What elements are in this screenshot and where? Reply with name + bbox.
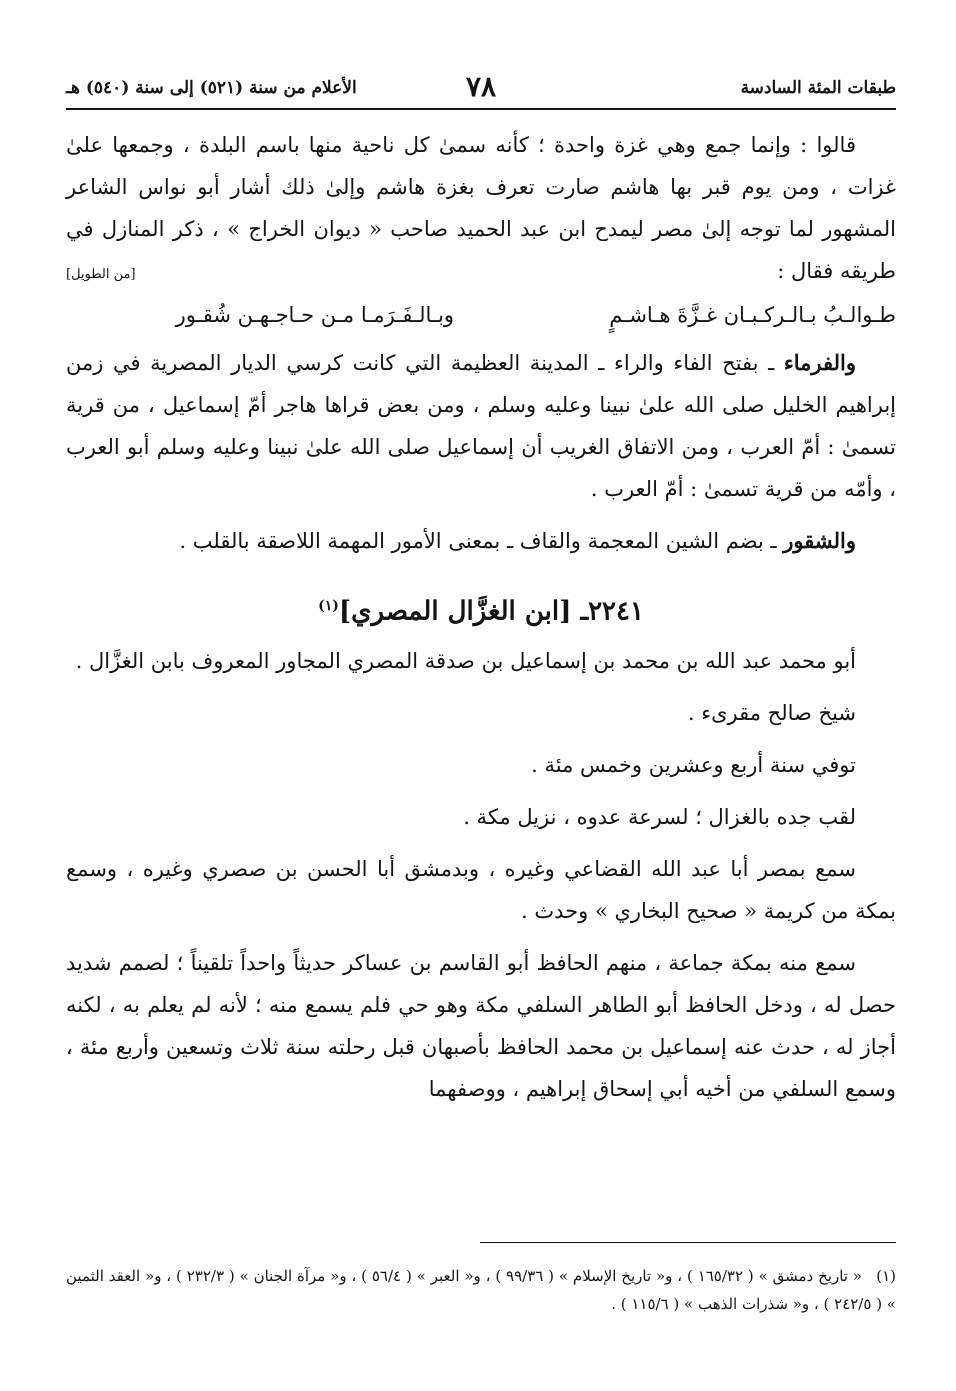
entry-heading [66, 582, 896, 636]
footnote-ref: (١) [318, 598, 339, 614]
entry-laqab: لقب جده بالغزال ؛ لسرعة عدوه ، نزيل مكة . [463, 804, 856, 829]
running-title-left: الأعلام من سنة (٥٢١) إلى سنة (٥٤٠) هـ [66, 78, 357, 98]
entry-shaykh: شيخ صالح مقرىء . [687, 700, 856, 725]
spacer [66, 932, 896, 942]
paragraph-gaza-text: قالوا : وإنما جمع وهي غزة واحدة ؛ كأنه سمىٰ كل ناحية منها باسم البلدة ، وجمعها علىٰ غزات ، ومن يوم قبر بها هاشم صارت تعرف بغزة هاشم وإلىٰ ذلك أشار أبو نواس الشاعر المشهور لما توجه إلىٰ مصر ليمدح ابن عبد الحميد صاحب « ديوان الخراج » ، ذكر المنازل في طريقه فقال : [66, 133, 896, 283]
entry-death: توفي سنة أربع وعشرين وخمس مئة . [531, 752, 856, 777]
entry-name: أبو محمد عبد الله بن محمد بن إسماعيل بن صدقة المصري المجاور المعروف بابن الغزَّال . [75, 648, 856, 673]
page-header [66, 70, 896, 110]
spacer [66, 838, 896, 848]
verse-first-hemistich: طـوالـبُ بـالـركـبـان غـزَّةَ هـاشـمٍ [609, 303, 896, 327]
spacer [66, 734, 896, 744]
page-number: ٧٨ [465, 70, 497, 103]
spacer [66, 510, 896, 520]
poem-verse [176, 292, 896, 342]
term-shuqur: والشقور [783, 528, 856, 553]
paragraph-shuqur-text: ـ بضم الشين المعجمة والقاف ـ بمعنى الأمور المهمة اللاصقة بالقلب . [179, 529, 784, 553]
footnote [66, 1262, 896, 1318]
footnote-rule [480, 1242, 896, 1243]
paragraph-shuqur [66, 520, 896, 562]
entry-students: سمع منه بمكة جماعة ، منهم الحافظ أبو القاسم بن عساكر حديثاً واحداً تلقيناً ؛ لصمم شديد حصل له ، ودخل الحافظ أبو الطاهر السلفي مكة وهو حي فلم يسمع منه ؛ لأنه لم يعلم به ، لكنه أجاز له ، حدث عنه إسماعيل بن محمد الحافظ بأصبهان قبل رحلته سنة ثلاث وتسعين وأربع مئة ، وسمع السلفي من أخيه أبي إسحاق إبراهيم ، ووصفهما [66, 950, 896, 1101]
paragraph-gaza [66, 124, 896, 292]
footnote-text: « تاريخ دمشق » ( ١٦٥/٣٢ ) ، و« تاريخ الإسلام » ( ٩٩/٣٦ ) ، و« العبر » ( ٥٦/٤ ) ، و« مرآة الجنان » ( ٢٣٢/٣ ) ، و« العقد الثمين » ( ٢٤٢/٥ ) ، و« شذرات الذهب » ( ١١٥/٦ ) . [66, 1267, 896, 1313]
header-rule [66, 108, 896, 110]
entry-samaa: سمع بمصر أبا عبد الله القضاعي وغيره ، وبدمشق أبا الحسن بن صصري وغيره ، وسمع بمكة من كريمة « صحيح البخاري » وحدث . [66, 856, 896, 923]
meter-tag: [من الطويل] [66, 267, 136, 282]
paragraph-farama-text: ـ بفتح الفاء والراء ـ المدينة العظيمة التي كانت كرسي الديار المصرية في زمن إبراهيم الخليل صلى الله علىٰ نبينا وعليه وسلم ، ومن بعض قراها هاجر أمّ إسماعيل ، من قرية تسمىٰ : أمّ العرب ، ومن الاتفاق الغريب أن إسماعيل صلى الله علىٰ نبينا وعليه وسلم أبو العرب ، وأمّه من قرية تسمىٰ : أمّ العرب . [66, 351, 896, 501]
entry-title: ٢٢٤١ـ [ابن الغزَّال المصري] [338, 596, 644, 627]
spacer [66, 786, 896, 796]
paragraph-farama [66, 342, 896, 510]
footnote-number: (١) [876, 1267, 896, 1285]
spacer [66, 682, 896, 692]
verse-second-hemistich: وبـالـفَـرَمـا مـن حـاجـهـن شُقـور [175, 303, 455, 327]
term-farama: والفرماء [783, 350, 856, 375]
running-title-right: طبقات المئة السادسة [740, 78, 896, 98]
main-text [66, 124, 896, 1110]
